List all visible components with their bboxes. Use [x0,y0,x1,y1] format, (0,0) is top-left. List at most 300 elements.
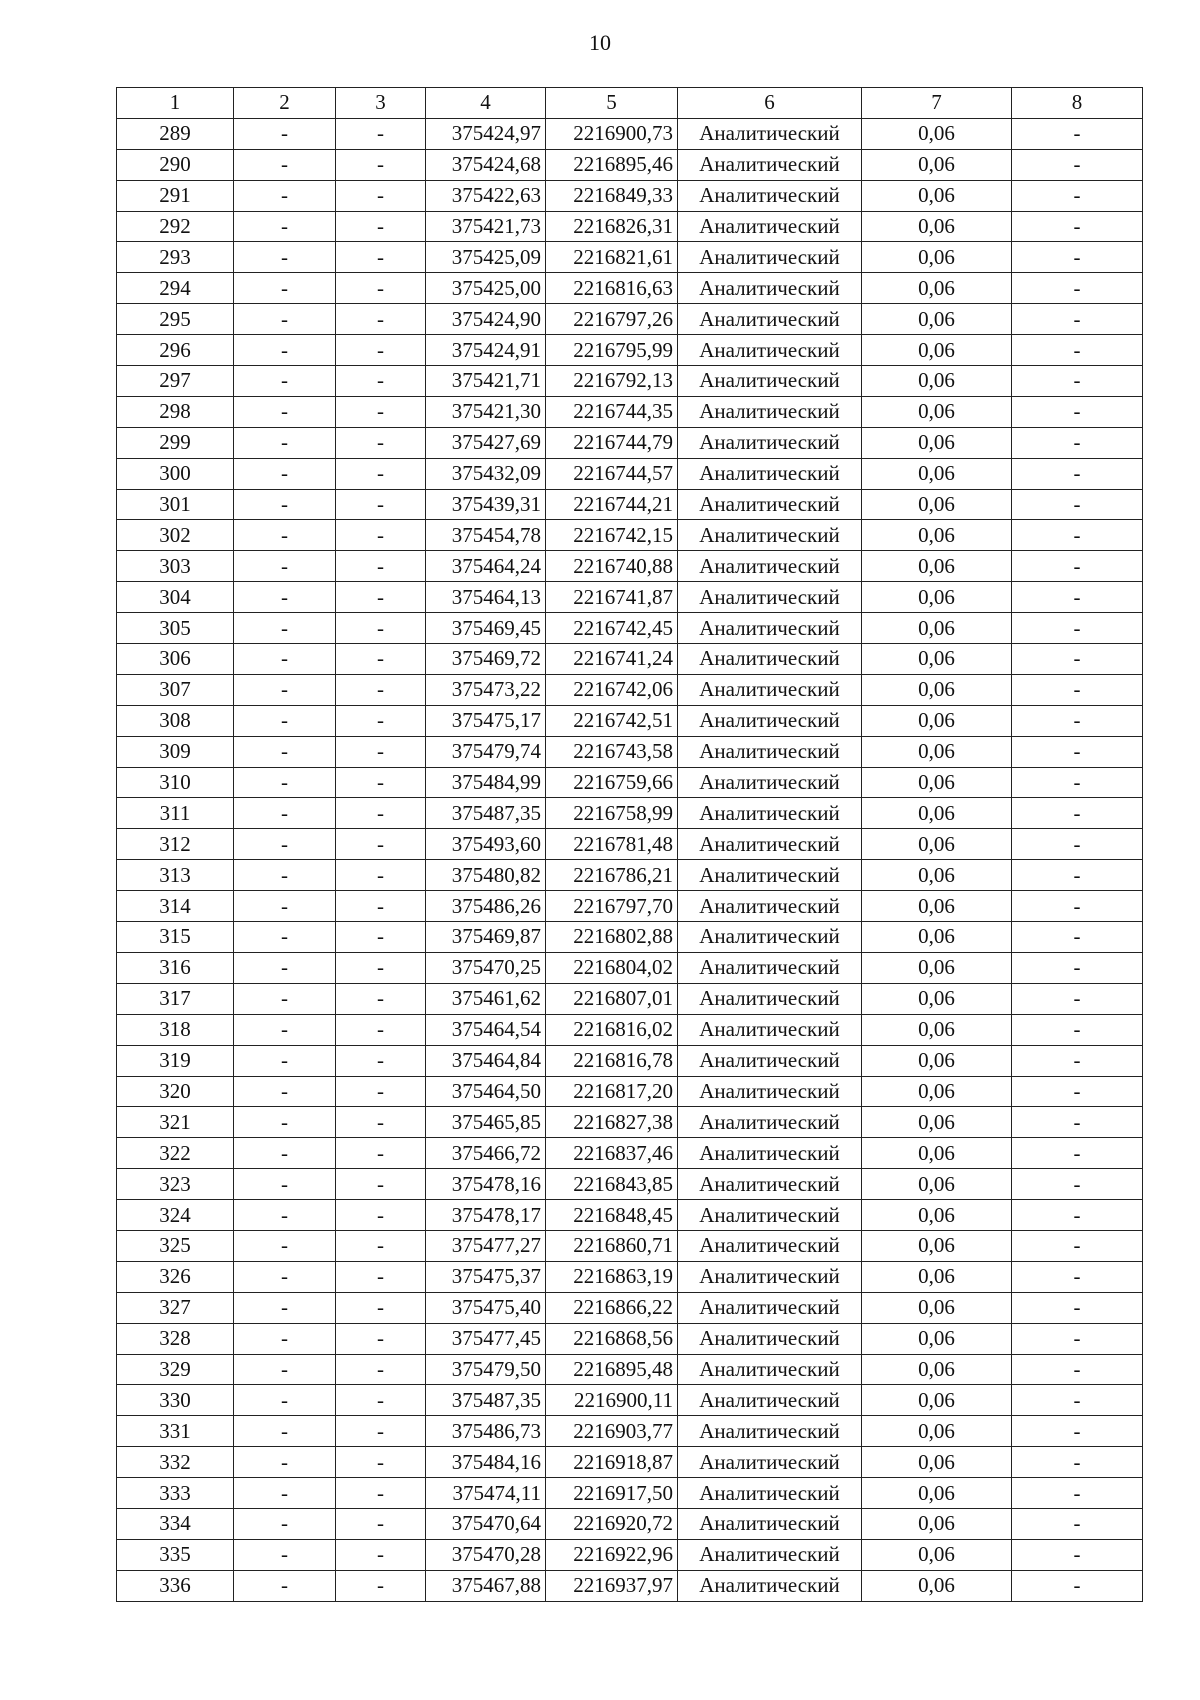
accuracy-cell: 0,06 [862,118,1012,149]
y-coordinate-cell: 2216744,79 [546,427,678,458]
col3-cell: - [336,952,426,983]
col2-cell: - [234,1416,336,1447]
x-coordinate-cell: 375464,84 [426,1045,546,1076]
col8-cell: - [1012,798,1143,829]
point-number-cell: 289 [117,118,234,149]
point-number-cell: 331 [117,1416,234,1447]
col3-cell: - [336,551,426,582]
accuracy-cell: 0,06 [862,891,1012,922]
table-row [117,118,1143,149]
col3-cell: - [336,149,426,180]
accuracy-cell: 0,06 [862,1138,1012,1169]
method-cell: Аналитический [678,551,862,582]
x-coordinate-cell: 375422,63 [426,180,546,211]
y-coordinate-cell: 2216741,87 [546,582,678,613]
accuracy-cell: 0,06 [862,1200,1012,1231]
accuracy-cell: 0,06 [862,273,1012,304]
x-coordinate-cell: 375425,09 [426,242,546,273]
y-coordinate-cell: 2216786,21 [546,860,678,891]
y-coordinate-cell: 2216848,45 [546,1200,678,1231]
accuracy-cell: 0,06 [862,149,1012,180]
col8-cell: - [1012,1508,1143,1539]
y-coordinate-cell: 2216868,56 [546,1323,678,1354]
accuracy-cell: 0,06 [862,242,1012,273]
table-row [117,983,1143,1014]
method-cell: Аналитический [678,1014,862,1045]
table-row [117,767,1143,798]
col8-cell: - [1012,829,1143,860]
accuracy-cell: 0,06 [862,1478,1012,1509]
col2-cell: - [234,1230,336,1261]
col3-cell: - [336,489,426,520]
col8-cell: - [1012,952,1143,983]
col2-cell: - [234,551,336,582]
accuracy-cell: 0,06 [862,644,1012,675]
table-row [117,952,1143,983]
accuracy-cell: 0,06 [862,211,1012,242]
x-coordinate-cell: 375427,69 [426,427,546,458]
col8-cell: - [1012,983,1143,1014]
column-header-2: 2 [234,88,336,119]
y-coordinate-cell: 2216917,50 [546,1478,678,1509]
column-header-3: 3 [336,88,426,119]
accuracy-cell: 0,06 [862,1261,1012,1292]
x-coordinate-cell: 375461,62 [426,983,546,1014]
accuracy-cell: 0,06 [862,767,1012,798]
y-coordinate-cell: 2216744,21 [546,489,678,520]
table-row [117,1200,1143,1231]
col3-cell: - [336,211,426,242]
col8-cell: - [1012,1323,1143,1354]
method-cell: Аналитический [678,736,862,767]
point-number-cell: 316 [117,952,234,983]
col3-cell: - [336,1045,426,1076]
y-coordinate-cell: 2216903,77 [546,1416,678,1447]
col3-cell: - [336,1508,426,1539]
method-cell: Аналитический [678,705,862,736]
method-cell: Аналитический [678,396,862,427]
col3-cell: - [336,1385,426,1416]
x-coordinate-cell: 375475,40 [426,1292,546,1323]
col2-cell: - [234,674,336,705]
method-cell: Аналитический [678,273,862,304]
table-row [117,1107,1143,1138]
col2-cell: - [234,1447,336,1478]
col2-cell: - [234,644,336,675]
method-cell: Аналитический [678,149,862,180]
point-number-cell: 309 [117,736,234,767]
table-row [117,273,1143,304]
point-number-cell: 321 [117,1107,234,1138]
method-cell: Аналитический [678,582,862,613]
table-row [117,829,1143,860]
col2-cell: - [234,736,336,767]
x-coordinate-cell: 375424,90 [426,304,546,335]
y-coordinate-cell: 2216740,88 [546,551,678,582]
x-coordinate-cell: 375486,73 [426,1416,546,1447]
col3-cell: - [336,674,426,705]
col3-cell: - [336,613,426,644]
method-cell: Аналитический [678,242,862,273]
col2-cell: - [234,242,336,273]
col3-cell: - [336,644,426,675]
point-number-cell: 308 [117,705,234,736]
col3-cell: - [336,118,426,149]
y-coordinate-cell: 2216758,99 [546,798,678,829]
table-row [117,582,1143,613]
x-coordinate-cell: 375469,72 [426,644,546,675]
point-number-cell: 314 [117,891,234,922]
col3-cell: - [336,1200,426,1231]
x-coordinate-cell: 375469,45 [426,613,546,644]
y-coordinate-cell: 2216759,66 [546,767,678,798]
point-number-cell: 327 [117,1292,234,1323]
col2-cell: - [234,1292,336,1323]
col8-cell: - [1012,489,1143,520]
point-number-cell: 300 [117,458,234,489]
point-number-cell: 301 [117,489,234,520]
col2-cell: - [234,366,336,397]
method-cell: Аналитический [678,644,862,675]
table-row [117,891,1143,922]
col8-cell: - [1012,149,1143,180]
y-coordinate-cell: 2216816,78 [546,1045,678,1076]
point-number-cell: 291 [117,180,234,211]
accuracy-cell: 0,06 [862,582,1012,613]
y-coordinate-cell: 2216843,85 [546,1169,678,1200]
point-number-cell: 319 [117,1045,234,1076]
x-coordinate-cell: 375424,68 [426,149,546,180]
col3-cell: - [336,366,426,397]
y-coordinate-cell: 2216895,48 [546,1354,678,1385]
method-cell: Аналитический [678,1447,862,1478]
table-row [117,1539,1143,1570]
point-number-cell: 298 [117,396,234,427]
accuracy-cell: 0,06 [862,952,1012,983]
col3-cell: - [336,705,426,736]
col3-cell: - [336,1323,426,1354]
method-cell: Аналитический [678,489,862,520]
col2-cell: - [234,1107,336,1138]
y-coordinate-cell: 2216792,13 [546,366,678,397]
col8-cell: - [1012,582,1143,613]
method-cell: Аналитический [678,983,862,1014]
x-coordinate-cell: 375466,72 [426,1138,546,1169]
table-row [117,1045,1143,1076]
method-cell: Аналитический [678,1045,862,1076]
method-cell: Аналитический [678,1230,862,1261]
col8-cell: - [1012,551,1143,582]
y-coordinate-cell: 2216863,19 [546,1261,678,1292]
col2-cell: - [234,767,336,798]
table-row [117,335,1143,366]
col8-cell: - [1012,1169,1143,1200]
col3-cell: - [336,736,426,767]
point-number-cell: 290 [117,149,234,180]
table-row [117,458,1143,489]
accuracy-cell: 0,06 [862,1416,1012,1447]
col3-cell: - [336,1230,426,1261]
table-row [117,1385,1143,1416]
point-number-cell: 318 [117,1014,234,1045]
x-coordinate-cell: 375478,17 [426,1200,546,1231]
y-coordinate-cell: 2216922,96 [546,1539,678,1570]
accuracy-cell: 0,06 [862,798,1012,829]
table-row [117,1323,1143,1354]
col3-cell: - [336,1570,426,1601]
col3-cell: - [336,1539,426,1570]
point-number-cell: 320 [117,1076,234,1107]
col3-cell: - [336,1478,426,1509]
col8-cell: - [1012,1045,1143,1076]
table-row [117,1138,1143,1169]
method-cell: Аналитический [678,891,862,922]
col8-cell: - [1012,613,1143,644]
table-row [117,674,1143,705]
accuracy-cell: 0,06 [862,304,1012,335]
col2-cell: - [234,489,336,520]
col3-cell: - [336,1014,426,1045]
column-header-5: 5 [546,88,678,119]
method-cell: Аналитический [678,1508,862,1539]
point-number-cell: 334 [117,1508,234,1539]
x-coordinate-cell: 375477,27 [426,1230,546,1261]
method-cell: Аналитический [678,304,862,335]
col8-cell: - [1012,1261,1143,1292]
table-row [117,1169,1143,1200]
col3-cell: - [336,829,426,860]
col2-cell: - [234,613,336,644]
y-coordinate-cell: 2216920,72 [546,1508,678,1539]
col2-cell: - [234,1261,336,1292]
method-cell: Аналитический [678,952,862,983]
point-number-cell: 328 [117,1323,234,1354]
method-cell: Аналитический [678,366,862,397]
method-cell: Аналитический [678,427,862,458]
col2-cell: - [234,149,336,180]
x-coordinate-cell: 375487,35 [426,1385,546,1416]
method-cell: Аналитический [678,798,862,829]
y-coordinate-cell: 2216895,46 [546,149,678,180]
col3-cell: - [336,1107,426,1138]
x-coordinate-cell: 375467,88 [426,1570,546,1601]
method-cell: Аналитический [678,520,862,551]
y-coordinate-cell: 2216744,35 [546,396,678,427]
accuracy-cell: 0,06 [862,1107,1012,1138]
col8-cell: - [1012,273,1143,304]
table-row [117,644,1143,675]
accuracy-cell: 0,06 [862,396,1012,427]
col3-cell: - [336,1169,426,1200]
accuracy-cell: 0,06 [862,1447,1012,1478]
y-coordinate-cell: 2216797,70 [546,891,678,922]
y-coordinate-cell: 2216826,31 [546,211,678,242]
page-number: 10 [589,30,611,55]
table-body [117,118,1143,1601]
table-row [117,489,1143,520]
col2-cell: - [234,396,336,427]
point-number-cell: 296 [117,335,234,366]
x-coordinate-cell: 375477,45 [426,1323,546,1354]
accuracy-cell: 0,06 [862,458,1012,489]
col8-cell: - [1012,180,1143,211]
accuracy-cell: 0,06 [862,1076,1012,1107]
y-coordinate-cell: 2216918,87 [546,1447,678,1478]
col8-cell: - [1012,304,1143,335]
method-cell: Аналитический [678,767,862,798]
table-row [117,180,1143,211]
x-coordinate-cell: 375493,60 [426,829,546,860]
method-cell: Аналитический [678,1478,862,1509]
col2-cell: - [234,520,336,551]
col8-cell: - [1012,767,1143,798]
col3-cell: - [336,1292,426,1323]
col8-cell: - [1012,118,1143,149]
x-coordinate-cell: 375486,26 [426,891,546,922]
col8-cell: - [1012,1539,1143,1570]
col3-cell: - [336,983,426,1014]
x-coordinate-cell: 375479,50 [426,1354,546,1385]
x-coordinate-cell: 375478,16 [426,1169,546,1200]
accuracy-cell: 0,06 [862,1508,1012,1539]
col8-cell: - [1012,1200,1143,1231]
y-coordinate-cell: 2216827,38 [546,1107,678,1138]
point-number-cell: 325 [117,1230,234,1261]
table-row [117,798,1143,829]
col8-cell: - [1012,242,1143,273]
table-row [117,860,1143,891]
col2-cell: - [234,1354,336,1385]
y-coordinate-cell: 2216900,73 [546,118,678,149]
accuracy-cell: 0,06 [862,1354,1012,1385]
accuracy-cell: 0,06 [862,736,1012,767]
col3-cell: - [336,860,426,891]
y-coordinate-cell: 2216817,20 [546,1076,678,1107]
table-row [117,551,1143,582]
col2-cell: - [234,1539,336,1570]
col3-cell: - [336,520,426,551]
col8-cell: - [1012,458,1143,489]
point-number-cell: 329 [117,1354,234,1385]
col8-cell: - [1012,891,1143,922]
col8-cell: - [1012,644,1143,675]
method-cell: Аналитический [678,1354,862,1385]
y-coordinate-cell: 2216742,06 [546,674,678,705]
col8-cell: - [1012,366,1143,397]
col3-cell: - [336,335,426,366]
point-number-cell: 326 [117,1261,234,1292]
coordinates-table [116,87,1143,1602]
point-number-cell: 303 [117,551,234,582]
column-header-4: 4 [426,88,546,119]
point-number-cell: 335 [117,1539,234,1570]
accuracy-cell: 0,06 [862,922,1012,953]
column-header-8: 8 [1012,88,1143,119]
col2-cell: - [234,922,336,953]
method-cell: Аналитический [678,1169,862,1200]
point-number-cell: 330 [117,1385,234,1416]
y-coordinate-cell: 2216900,11 [546,1385,678,1416]
col2-cell: - [234,582,336,613]
table-row [117,1416,1143,1447]
accuracy-cell: 0,06 [862,1323,1012,1354]
x-coordinate-cell: 375464,24 [426,551,546,582]
method-cell: Аналитический [678,1416,862,1447]
point-number-cell: 332 [117,1447,234,1478]
col2-cell: - [234,952,336,983]
col3-cell: - [336,767,426,798]
col3-cell: - [336,1416,426,1447]
col2-cell: - [234,458,336,489]
y-coordinate-cell: 2216860,71 [546,1230,678,1261]
col8-cell: - [1012,1447,1143,1478]
accuracy-cell: 0,06 [862,335,1012,366]
point-number-cell: 293 [117,242,234,273]
table-row [117,1230,1143,1261]
col3-cell: - [336,1261,426,1292]
col3-cell: - [336,922,426,953]
col8-cell: - [1012,1354,1143,1385]
method-cell: Аналитический [678,829,862,860]
y-coordinate-cell: 2216804,02 [546,952,678,983]
point-number-cell: 317 [117,983,234,1014]
table-row [117,1261,1143,1292]
col8-cell: - [1012,1478,1143,1509]
table-row [117,1354,1143,1385]
y-coordinate-cell: 2216797,26 [546,304,678,335]
x-coordinate-cell: 375480,82 [426,860,546,891]
point-number-cell: 299 [117,427,234,458]
method-cell: Аналитический [678,1385,862,1416]
method-cell: Аналитический [678,180,862,211]
table-header-row [117,88,1143,119]
accuracy-cell: 0,06 [862,489,1012,520]
method-cell: Аналитический [678,613,862,644]
method-cell: Аналитический [678,1138,862,1169]
column-header-1: 1 [117,88,234,119]
col8-cell: - [1012,705,1143,736]
x-coordinate-cell: 375424,91 [426,335,546,366]
col2-cell: - [234,1014,336,1045]
table-row [117,1570,1143,1601]
point-number-cell: 312 [117,829,234,860]
col3-cell: - [336,1138,426,1169]
col2-cell: - [234,1138,336,1169]
accuracy-cell: 0,06 [862,1230,1012,1261]
x-coordinate-cell: 375454,78 [426,520,546,551]
col8-cell: - [1012,1385,1143,1416]
col2-cell: - [234,1323,336,1354]
col8-cell: - [1012,736,1143,767]
col2-cell: - [234,860,336,891]
x-coordinate-cell: 375474,11 [426,1478,546,1509]
x-coordinate-cell: 375439,31 [426,489,546,520]
point-number-cell: 324 [117,1200,234,1231]
method-cell: Аналитический [678,1323,862,1354]
col8-cell: - [1012,1014,1143,1045]
x-coordinate-cell: 375432,09 [426,458,546,489]
point-number-cell: 306 [117,644,234,675]
table-row [117,366,1143,397]
point-number-cell: 313 [117,860,234,891]
col3-cell: - [336,242,426,273]
method-cell: Аналитический [678,1570,862,1601]
col8-cell: - [1012,396,1143,427]
y-coordinate-cell: 2216743,58 [546,736,678,767]
x-coordinate-cell: 375479,74 [426,736,546,767]
point-number-cell: 294 [117,273,234,304]
accuracy-cell: 0,06 [862,551,1012,582]
